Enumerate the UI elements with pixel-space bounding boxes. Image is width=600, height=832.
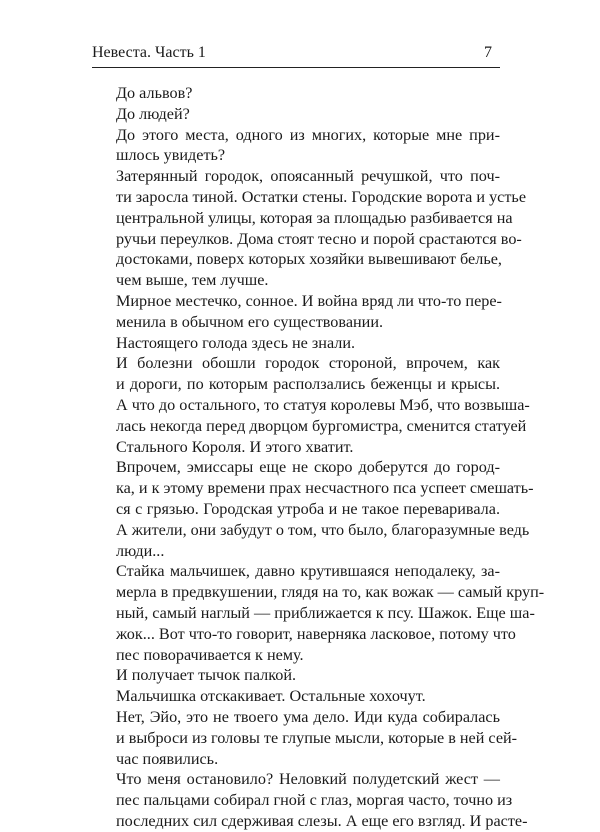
text-line: час появились. bbox=[116, 749, 219, 768]
text-line: Что меня остановило? Неловкий полудетский жест — bbox=[116, 770, 500, 789]
paragraph bbox=[92, 665, 500, 686]
text-line: До альвов? bbox=[116, 84, 193, 102]
text-line: пес поворачивается к нему. bbox=[116, 645, 304, 664]
text-line: Нет, Эйо, это не твоего ума дело. Иди куда собиралась bbox=[116, 707, 500, 726]
paragraph bbox=[92, 769, 528, 831]
paragraph bbox=[92, 166, 526, 291]
text-line: Мальчишка отскакивает. Остальные хохочут. bbox=[116, 687, 426, 706]
paragraph bbox=[92, 353, 530, 457]
chapter-title: Невеста. Часть 1 bbox=[92, 44, 206, 61]
text-line: И получает тычок палкой. bbox=[116, 666, 297, 685]
text-line: достоками, поверх которых хозяйки вывешивают белье, bbox=[116, 250, 502, 269]
text-line: лась некогда перед дворцом бургомистра, сменится статуей bbox=[116, 416, 527, 435]
text-line: последних сил сдерживая слезы. А еще его взгляд. И расте- bbox=[116, 811, 528, 830]
text-line: ручьи переулков. Дома стоят тесно и порой срастаются во- bbox=[116, 229, 522, 248]
text-line: ка, и к этому времени прах несчастного пса успеет смешать- bbox=[116, 479, 534, 498]
text-line: менила в обычном его существовании. bbox=[116, 312, 384, 331]
paragraph bbox=[92, 686, 500, 707]
text-line: и дороги, по которым расползались беженцы и крысы. bbox=[116, 375, 500, 394]
text-line: Затерянный городок, опоясанный речушкой, что поч- bbox=[116, 167, 500, 186]
paragraph bbox=[92, 707, 518, 769]
header-rule bbox=[92, 67, 500, 68]
text-line: Стайка мальчишек, давно крутившаяся неподалеку, за- bbox=[116, 562, 500, 581]
page-number: 7 bbox=[484, 44, 492, 61]
text-line: люди... bbox=[116, 541, 165, 560]
text-line: А жители, они забудут о том, что было, благоразумные ведь bbox=[116, 520, 530, 539]
text-line: пес пальцами собирал гной с глаз, моргая часто, точно из bbox=[116, 791, 513, 810]
paragraph bbox=[92, 291, 500, 333]
running-header bbox=[92, 44, 492, 66]
text-line: и выброси из головы те глупые мысли, которые в ней сей- bbox=[116, 728, 518, 747]
paragraph bbox=[92, 83, 500, 104]
text-line: Впрочем, эмиссары еще не скоро доберутся до город- bbox=[116, 458, 500, 477]
text-line: ный, самый наглый — приближается к псу. Шажок. Еще ша- bbox=[116, 603, 535, 622]
text-line: Мирное местечко, сонное. И война вряд ли что-то пере- bbox=[116, 291, 502, 310]
text-line: Настоящего голода здесь не знали. bbox=[116, 333, 356, 352]
paragraph bbox=[92, 457, 534, 561]
text-line: ти заросла тиной. Остатки стены. Городские ворота и устье bbox=[116, 187, 526, 206]
body-text bbox=[92, 83, 545, 832]
text-line: До этого места, одного из многих, которые мне при- bbox=[116, 125, 500, 144]
text-line: А что до остального, то статуя королевы Мэб, что возвыша- bbox=[116, 395, 530, 414]
text-line: До людей? bbox=[116, 104, 190, 123]
paragraph bbox=[92, 333, 500, 354]
paragraph bbox=[92, 561, 545, 665]
text-line: И болезни обошли городок стороной, впрочем, как bbox=[116, 354, 500, 373]
text-line: мерла в предвкушении, глядя на то, как вожак — самый круп- bbox=[116, 583, 545, 602]
text-line: жок... Вот что-то говорит, наверняка ласковое, потому что bbox=[116, 624, 516, 643]
text-line: ся с грязью. Городская утроба и не такое переваривала. bbox=[116, 499, 500, 518]
text-line: чем выше, тем лучше. bbox=[116, 271, 269, 290]
paragraph bbox=[92, 104, 500, 125]
paragraph bbox=[92, 125, 500, 167]
text-line: шлось увидеть? bbox=[116, 146, 226, 165]
text-line: Стального Короля. И этого хватит. bbox=[116, 437, 354, 456]
text-line: центральной улицы, которая за площадью разбивается на bbox=[116, 208, 513, 227]
